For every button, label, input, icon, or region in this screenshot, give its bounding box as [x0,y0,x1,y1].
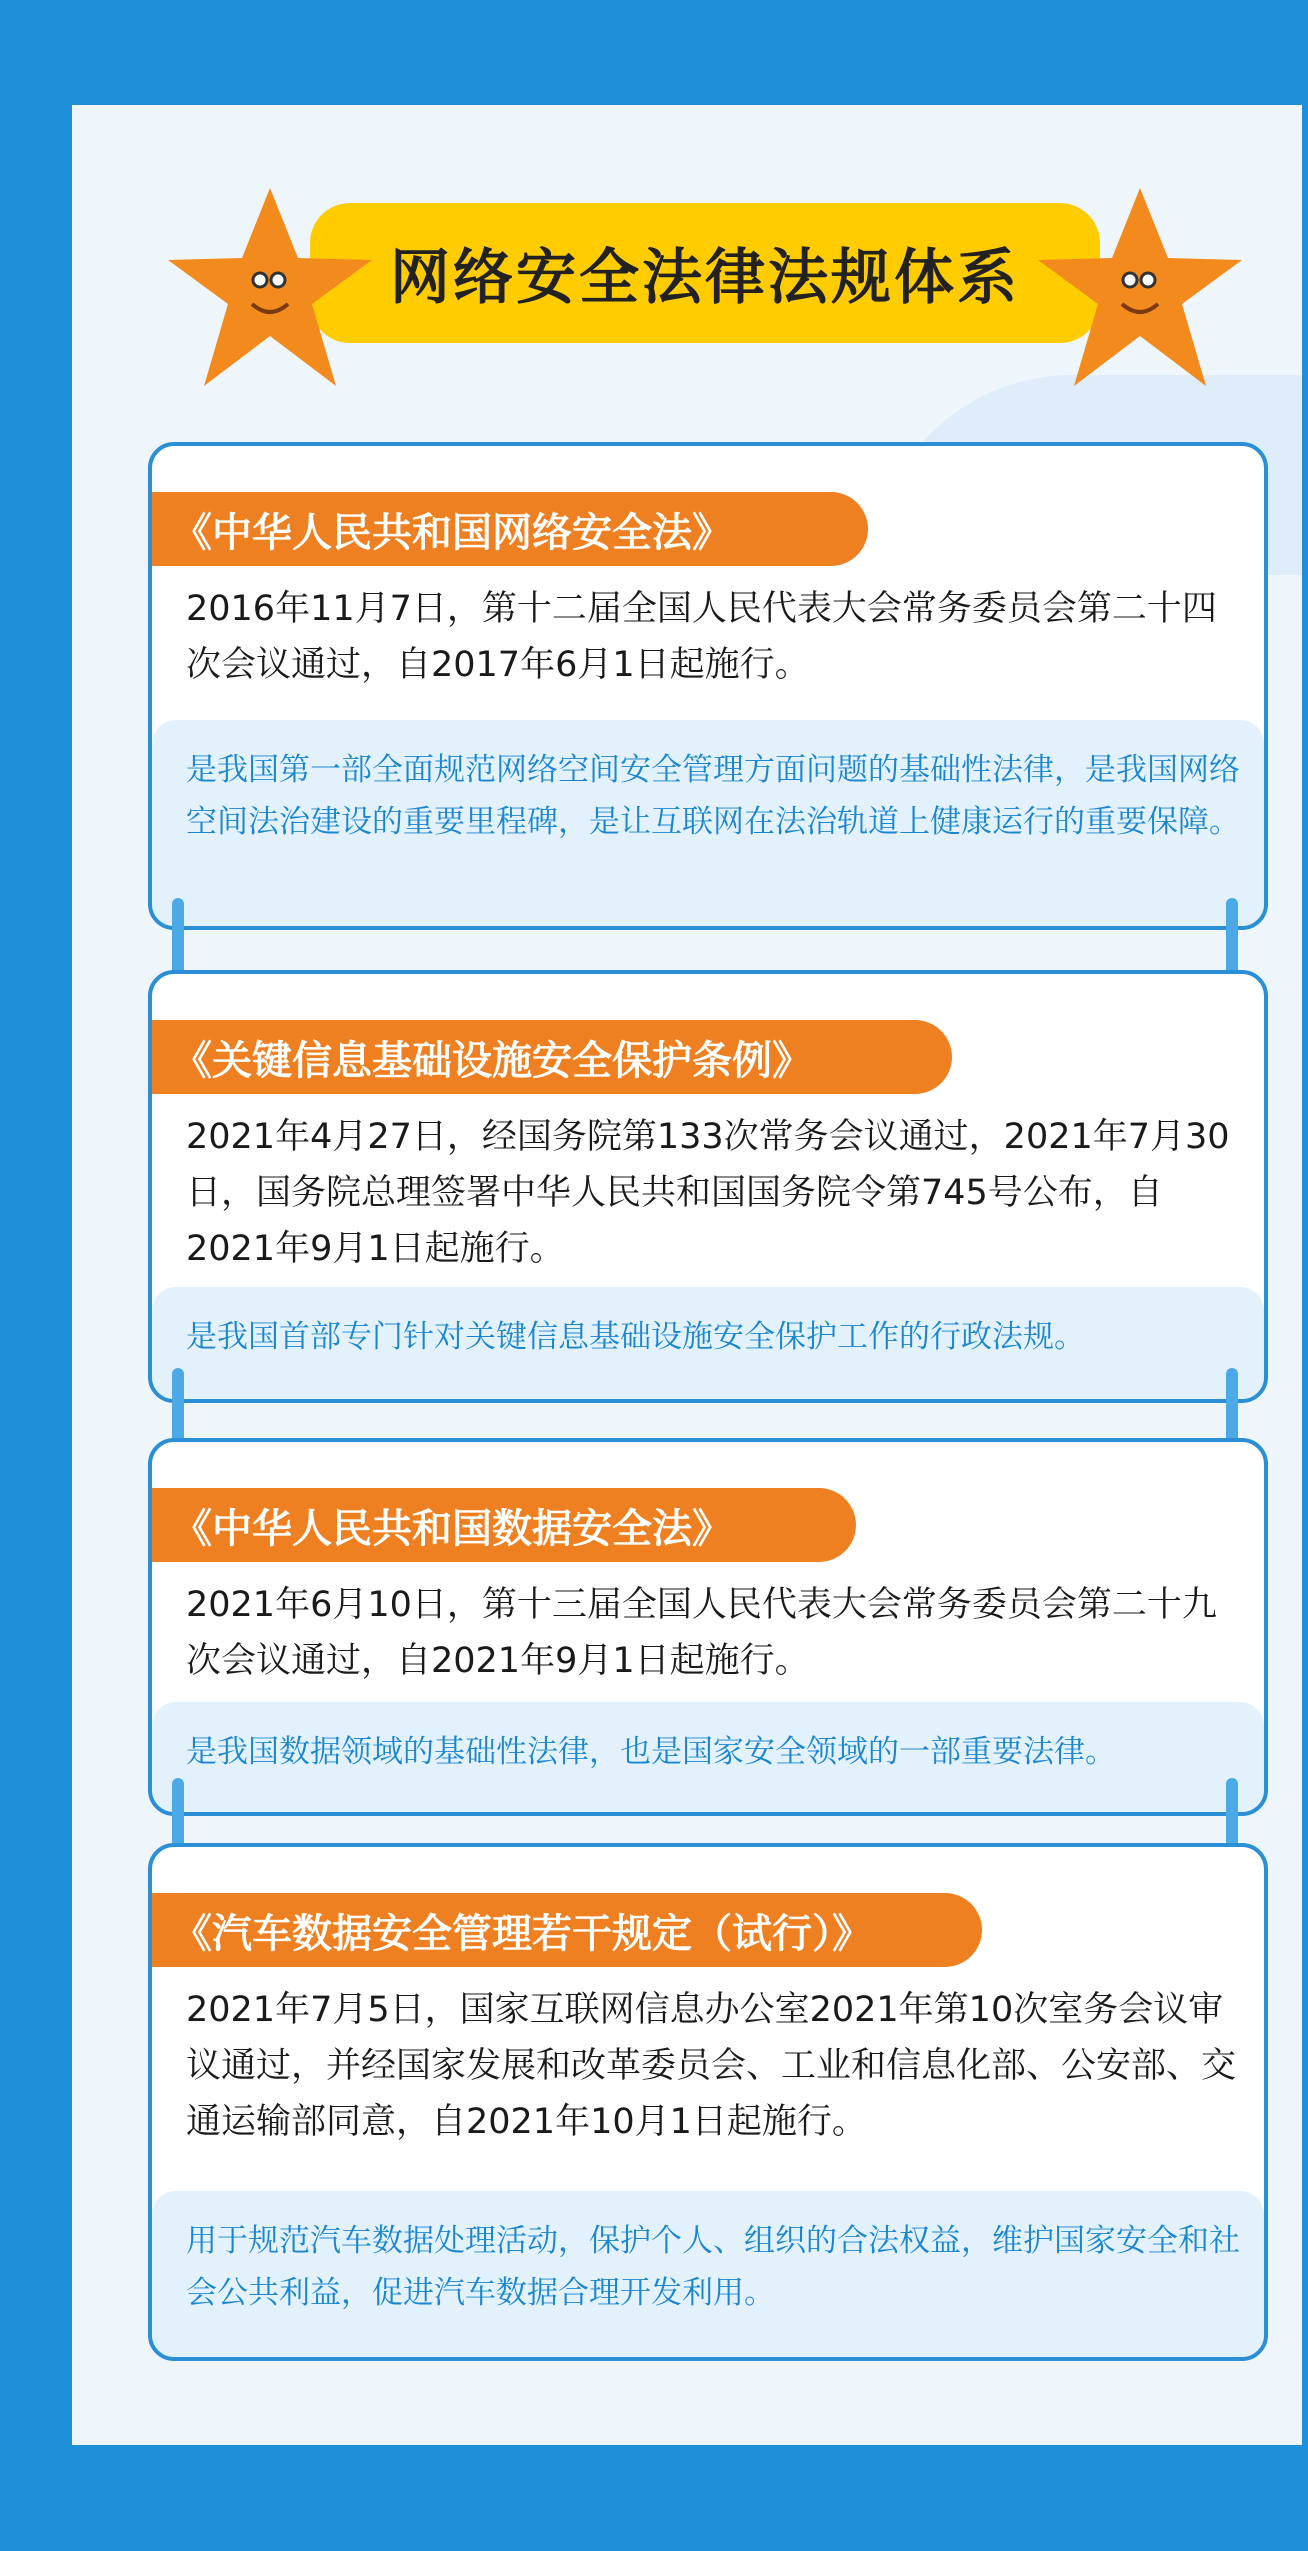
law-card [148,1843,1268,2361]
law-significance: 用于规范汽车数据处理活动，保护个人、组织的合法权益，维护国家安全和社会公共利益，促进汽车数据合理开发利用。 [152,2191,1264,2357]
law-detail: 2016年11月7日，第十二届全国人民代表大会常务委员会第二十四次会议通过，自2017年6月1日起施行。 [186,589,1217,685]
law-detail: 2021年6月10日，第十三届全国人民代表大会常务委员会第二十九次会议通过，自2021年9月1日起施行。 [186,1585,1217,1681]
law-detail: 2021年7月5日，国家互联网信息办公室2021年第10次室务会议审议通过，并经国家发展和改革委员会、工业和信息化部、公安部、交通运输部同意，自2021年10月1日起施行。 [186,1990,1237,2142]
law-name: 《中华人民共和国数据安全法》 [152,1488,856,1562]
law-name: 《汽车数据安全管理若干规定（试行）》 [152,1893,982,1967]
law-card [148,442,1268,930]
law-significance: 是我国第一部全面规范网络空间安全管理方面问题的基础性法律，是我国网络空间法治建设的重要里程碑，是让互联网在法治轨道上健康运行的重要保障。 [152,720,1264,926]
page-title: 网络安全法律法规体系 [390,243,1020,313]
law-card [148,1438,1268,1816]
law-name: 《中华人民共和国网络安全法》 [152,492,868,566]
law-significance: 是我国首部专门针对关键信息基础设施安全保护工作的行政法规。 [152,1287,1264,1399]
law-card [148,970,1268,1403]
law-name: 《关键信息基础设施安全保护条例》 [152,1020,952,1094]
law-detail: 2021年4月27日，经国务院第133次常务会议通过，2021年7月30日，国务院总理签署中华人民共和国国务院令第745号公布，自2021年9月1日起施行。 [186,1117,1230,1269]
title-banner [310,203,1100,343]
smiling-star-icon [1030,180,1250,400]
law-significance: 是我国数据领域的基础性法律，也是国家安全领域的一部重要法律。 [152,1702,1264,1812]
smiling-star-icon [160,180,380,400]
